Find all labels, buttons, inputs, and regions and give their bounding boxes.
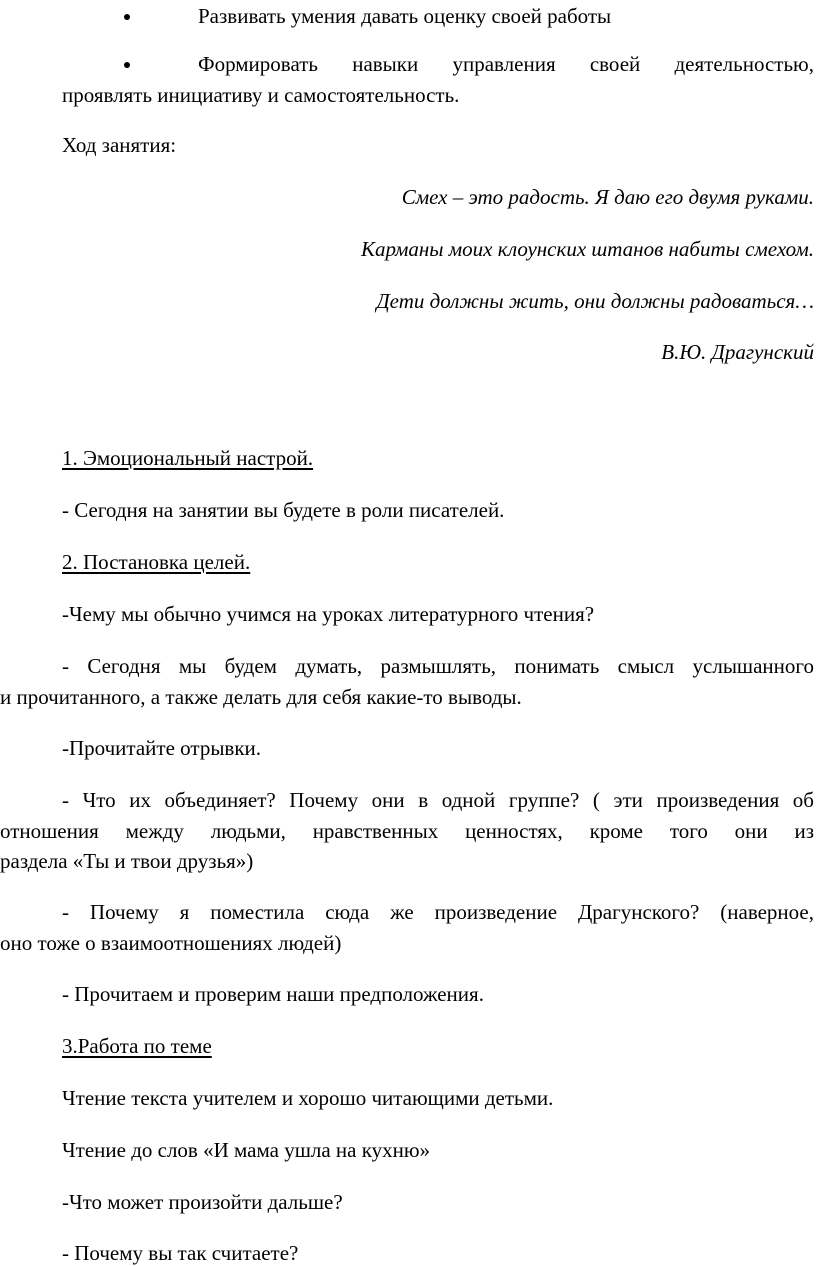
section-text: -Что может произойти дальше? <box>62 1190 343 1214</box>
paragraph-line: оно тоже о взаимоотношениях людей) <box>0 931 342 955</box>
paragraph-line: и прочитанного, а также делать для себя какие-то выводы. <box>0 685 522 709</box>
paragraph-line: - Сегодня мы будем думать, размышлять, понимать смысл услышанного <box>62 654 814 678</box>
section-text: - Сегодня на занятии вы будете в роли писателей. <box>62 498 505 522</box>
paragraph-line: - Что их объединяет? Почему они в одной группе? ( эти произведения об <box>62 788 814 812</box>
section-text: Чтение текста учителем и хорошо читающими детьми. <box>62 1086 554 1110</box>
goal-item-2-continuation: проявлять инициативу и самостоятельность. <box>62 83 460 107</box>
epigraph-line-1: Смех – это радость. Я даю его двумя руками. <box>401 185 814 209</box>
lesson-heading: Ход занятия: <box>62 133 177 157</box>
section-text: -Чему мы обычно учимся на уроках литературного чтения? <box>62 602 595 626</box>
bullet-icon <box>124 14 130 20</box>
goal-item-1: Развивать умения давать оценку своей работы <box>198 4 612 28</box>
paragraph-line: - Почему я поместила сюда же произведение Драгунского? (наверное, <box>62 900 814 924</box>
section-text: - Прочитаем и проверим наши предположения. <box>62 982 484 1006</box>
section-text: -Прочитайте отрывки. <box>62 736 262 760</box>
paragraph-line: отношения между людьми, нравственных ценностях, кроме того они из <box>0 819 814 843</box>
epigraph-line-2: Карманы моих клоунских штанов набиты смехом. <box>361 237 814 261</box>
section-text: - Почему вы так считаете? <box>62 1241 299 1265</box>
bullet-icon <box>124 62 130 68</box>
section-text: Чтение до слов «И мама ушла на кухню» <box>62 1138 431 1162</box>
paragraph-line: раздела «Ты и твои друзья») <box>0 849 254 873</box>
section-title-work: 3.Работа по теме <box>62 1034 212 1058</box>
section-title-goals: 2. Постановка целей. <box>62 550 251 574</box>
section-title-emotional: 1. Эмоциональный настрой. <box>62 446 314 470</box>
epigraph-line-3: Дети должны жить, они должны радоваться… <box>376 289 814 313</box>
epigraph-author: В.Ю. Драгунский <box>661 340 814 364</box>
goal-item-2: Формировать навыки управления своей деятельностью, <box>198 52 814 76</box>
